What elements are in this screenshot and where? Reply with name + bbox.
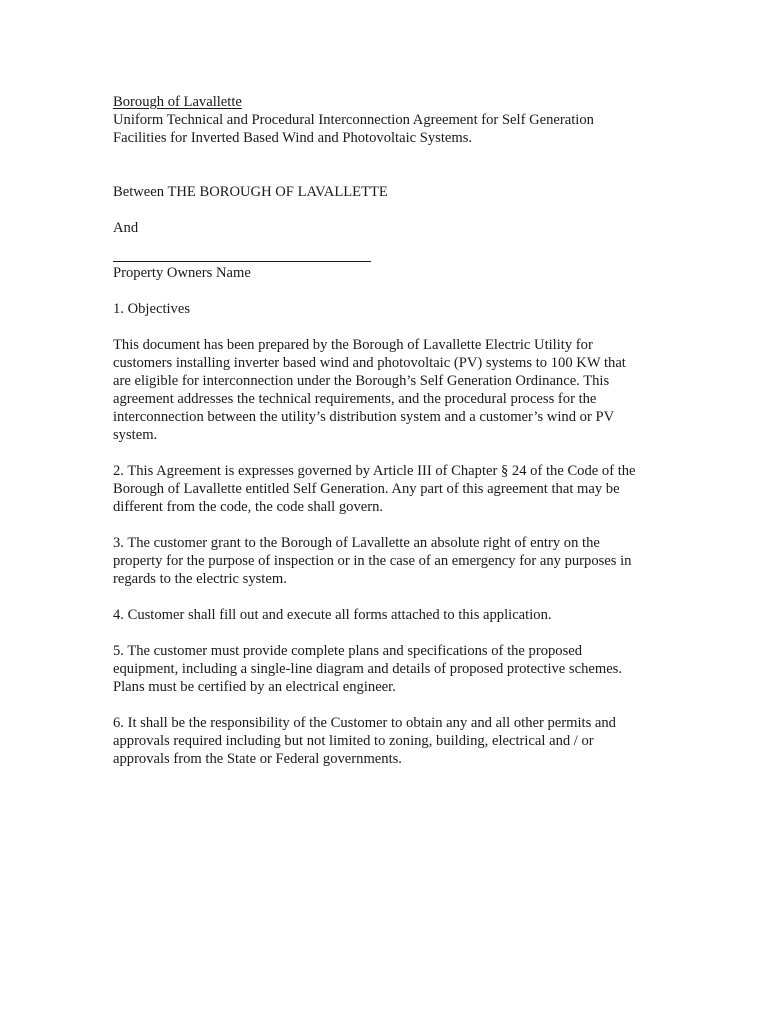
paragraph-line: 3. The customer grant to the Borough of Lavallette an absolute right of entry on the [113, 535, 600, 551]
paragraph-line: 5. The customer must provide complete plans and specifications of the proposed [113, 643, 583, 659]
paragraph-line: different from the code, the code shall govern. [113, 499, 384, 515]
document-body [113, 93, 673, 768]
paragraph-line: are eligible for interconnection under the Borough’s Self Generation Ordinance. This [113, 373, 610, 389]
agreement-title-line-1: Uniform Technical and Procedural Interconnection Agreement for Self Generation [113, 112, 594, 128]
objectives-paragraph [113, 336, 673, 444]
paragraph-line: approvals required including but not limited to zoning, building, electrical and / or [113, 733, 594, 749]
paragraph-line: interconnection between the utility’s distribution system and a customer’s wind or PV [113, 409, 615, 425]
paragraph-line: This document has been prepared by the Borough of Lavallette Electric Utility for [113, 337, 593, 353]
paragraph-line: system. [113, 427, 158, 443]
paragraph-line: regards to the electric system. [113, 571, 287, 587]
owner-name-label: Property Owners Name [113, 265, 251, 281]
owner-signature-line [113, 261, 371, 262]
paragraph-line: Borough of Lavallette entitled Self Generation. Any part of this agreement that may be [113, 481, 620, 497]
borough-title: Borough of Lavallette [113, 94, 242, 110]
item-6-paragraph [113, 714, 673, 768]
paragraph-line: property for the purpose of inspection or in the case of an emergency for any purposes in [113, 553, 632, 569]
item-3-paragraph [113, 534, 673, 588]
paragraph-line: Plans must be certified by an electrical engineer. [113, 679, 396, 695]
item-2-paragraph [113, 462, 673, 516]
paragraph-line: approvals from the State or Federal governments. [113, 751, 402, 767]
objectives-heading: 1. Objectives [113, 301, 191, 317]
paragraph-line: 6. It shall be the responsibility of the Customer to obtain any and all other permits and [113, 715, 616, 731]
paragraph-line: agreement addresses the technical requirements, and the procedural process for the [113, 391, 597, 407]
paragraph-line: 4. Customer shall fill out and execute all forms attached to this application. [113, 607, 552, 623]
agreement-title-line-2: Facilities for Inverted Based Wind and Photovoltaic Systems. [113, 130, 473, 146]
paragraph-line: 2. This Agreement is expresses governed by Article III of Chapter § 24 of the Code of the [113, 463, 636, 479]
paragraph-line: equipment, including a single-line diagram and details of proposed protective schemes. [113, 661, 623, 677]
and-line: And [113, 220, 139, 236]
item-4-paragraph [113, 606, 673, 624]
paragraph-line: customers installing inverter based wind and photovoltaic (PV) systems to 100 KW that [113, 355, 626, 371]
between-line: Between THE BOROUGH OF LAVALLETTE [113, 184, 388, 200]
item-5-paragraph [113, 642, 673, 696]
